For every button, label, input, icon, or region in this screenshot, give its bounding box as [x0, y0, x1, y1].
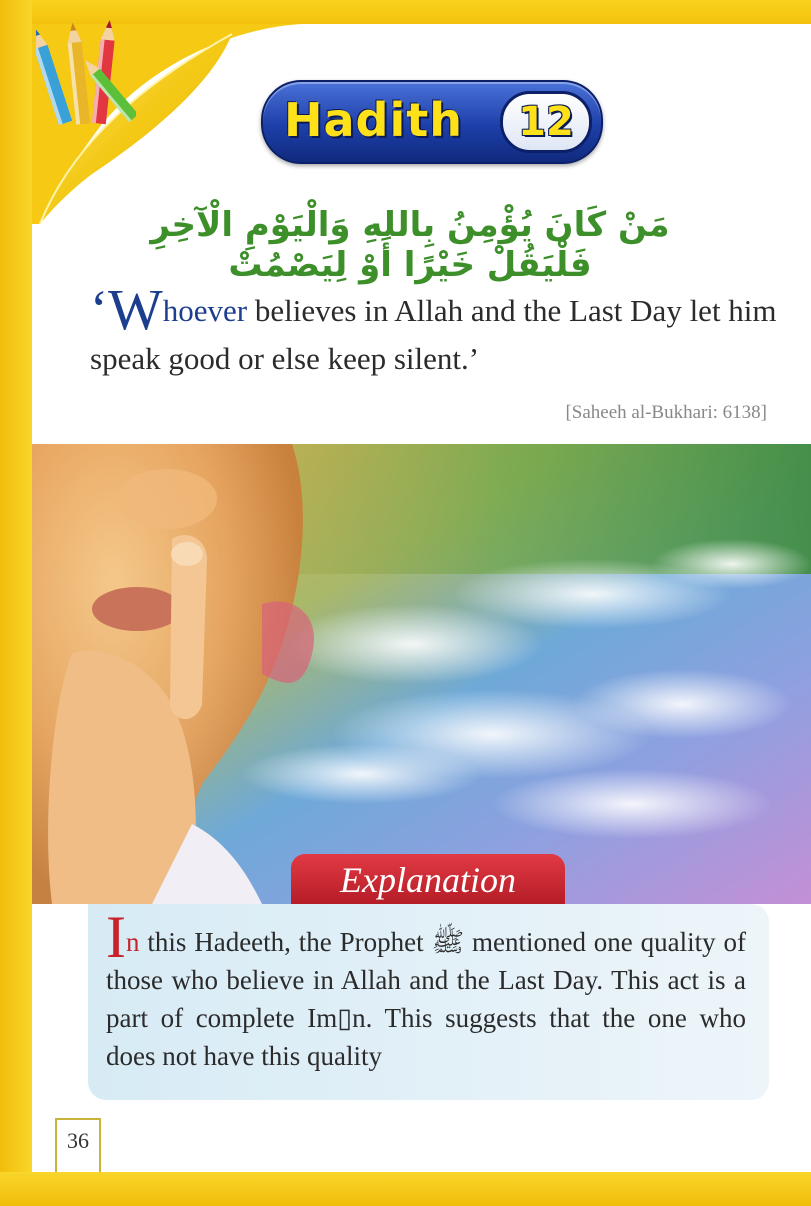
frame-left: [0, 0, 32, 1206]
hadith-translation: [90, 277, 780, 383]
quote-body: believes in Allah and the Last Day let him speak good or else keep silent.’: [90, 293, 777, 376]
quote-open-mark: ‘: [90, 279, 108, 339]
explanation-lead-letters: n: [125, 927, 140, 957]
hadith-source: [Saheeh al-Bukhari: 6138]: [565, 402, 767, 423]
hadith-number-badge: 12: [500, 91, 592, 153]
explanation-paragraph: [106, 904, 746, 1075]
quote-lead-word: hoever: [162, 293, 248, 328]
hadith-title: Hadith: [284, 93, 463, 147]
quote-drop-letter: W: [107, 277, 163, 342]
explanation-heading: Explanation: [340, 860, 516, 900]
silence-photo: [32, 444, 811, 904]
arabic-hadith-text: مَنْ كَانَ يُؤْمِنُ بِاللهِ وَالْيَوْمِ الْآخِرِ فَلْيَقُلْ خَيْرًا أَوْ لِيَصْمُتْ: [150, 205, 670, 285]
frame-bottom: [0, 1172, 811, 1206]
pencils-icon: [36, 14, 136, 134]
explanation-drop-letter: I: [106, 904, 126, 970]
explanation-body: this Hadeeth, the Prophet ﷺ mentioned one quality of those who believe in Allah and the Last Day. This act is a part of complete Im▯n. This suggests that the one who does not have this quality: [106, 927, 746, 1071]
page-number: 36: [55, 1118, 101, 1172]
